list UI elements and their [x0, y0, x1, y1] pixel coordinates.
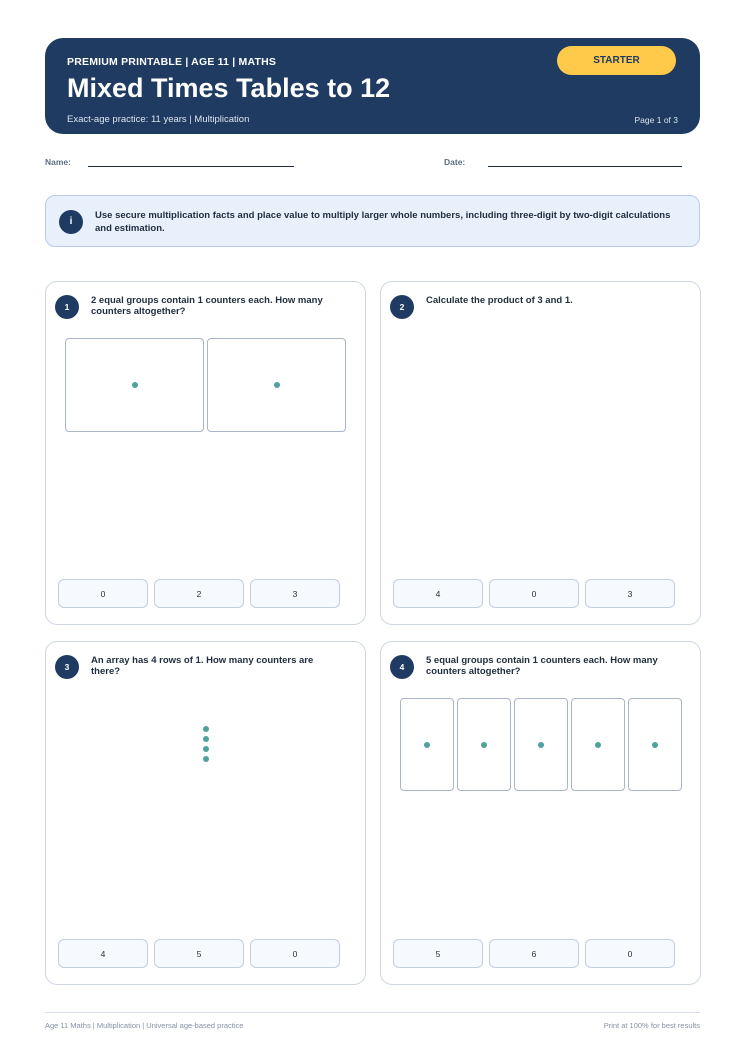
- question-text: 2 equal groups contain 1 counters each. How many counters altogether?: [91, 295, 323, 317]
- header-eyebrow: PREMIUM PRINTABLE | AGE 11 | MATHS: [67, 56, 277, 68]
- footer-divider: [45, 1012, 700, 1013]
- header-subtitle: Exact-age practice: 11 years | Multiplication: [67, 114, 250, 125]
- level-badge: STARTER: [557, 46, 676, 75]
- page-title: Mixed Times Tables to 12: [67, 73, 391, 103]
- counter-dot: [538, 742, 544, 748]
- question-card-3: [45, 641, 366, 985]
- counter-dot: [203, 746, 209, 752]
- instructions-text: Use secure multiplication facts and place value to multiply larger whole numbers, including three-digit by two-digit calculations and estimation.: [95, 210, 671, 234]
- counter-dot: [481, 742, 487, 748]
- answer-choice[interactable]: 0: [489, 579, 579, 608]
- question-card-2: [380, 281, 701, 625]
- page-number: Page 1 of 3: [634, 115, 678, 125]
- question-text: Calculate the product of 3 and 1.: [426, 295, 573, 306]
- question-number: 3: [55, 655, 79, 679]
- question-number: 4: [390, 655, 414, 679]
- counter-dot: [652, 742, 658, 748]
- counter-dot: [203, 726, 209, 732]
- question-number: 2: [390, 295, 414, 319]
- group-box: [400, 698, 454, 791]
- date-label: Date:: [444, 157, 466, 167]
- group-box: [207, 338, 346, 432]
- question-card-4: [380, 641, 701, 985]
- answer-choice[interactable]: 0: [58, 579, 148, 608]
- info-icon: i: [59, 210, 83, 234]
- footer-print-note: Print at 100% for best results: [603, 1021, 700, 1030]
- answer-choice[interactable]: 2: [154, 579, 244, 608]
- worksheet-header: [45, 38, 700, 134]
- answer-choice[interactable]: 5: [393, 939, 483, 968]
- group-box: [628, 698, 682, 791]
- answer-choice[interactable]: 3: [585, 579, 675, 608]
- group-box: [457, 698, 511, 791]
- group-box: [571, 698, 625, 791]
- answer-choice[interactable]: 6: [489, 939, 579, 968]
- answer-choice[interactable]: 5: [154, 939, 244, 968]
- group-box: [514, 698, 568, 791]
- question-number: 1: [55, 295, 79, 319]
- counter-dot: [203, 756, 209, 762]
- answer-choice[interactable]: 4: [393, 579, 483, 608]
- footer-text: Age 11 Maths | Multiplication | Universal age-based practice: [45, 1021, 244, 1030]
- question-text: 5 equal groups contain 1 counters each. How many counters altogether?: [426, 655, 658, 677]
- answer-choice[interactable]: 3: [250, 579, 340, 608]
- name-label: Name:: [45, 157, 71, 167]
- name-field[interactable]: [88, 166, 294, 167]
- counter-dot: [203, 736, 209, 742]
- counter-dot: [132, 382, 138, 388]
- counter-dot: [424, 742, 430, 748]
- instructions-panel: [45, 195, 700, 247]
- question-card-1: [45, 281, 366, 625]
- answer-choice[interactable]: 4: [58, 939, 148, 968]
- group-box: [65, 338, 204, 432]
- question-text: An array has 4 rows of 1. How many counters are there?: [91, 655, 314, 677]
- answer-choice[interactable]: 0: [250, 939, 340, 968]
- counter-dot: [274, 382, 280, 388]
- counter-dot: [595, 742, 601, 748]
- date-field[interactable]: [488, 166, 682, 167]
- answer-choice[interactable]: 0: [585, 939, 675, 968]
